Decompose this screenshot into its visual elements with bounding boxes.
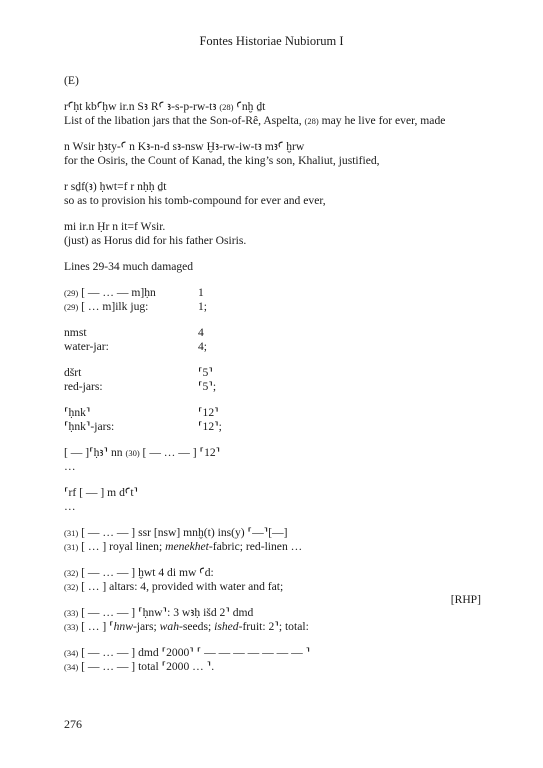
translation-text: [ … ] altars: 4, provided with water and fat;: [78, 580, 284, 593]
transliteration-text: Ꜥnḫ ḏt: [233, 100, 266, 113]
line-number: (31): [64, 542, 79, 552]
italic-term: menekhet: [165, 540, 209, 553]
transliteration-line: [64, 446, 484, 460]
transliteration-line: [64, 566, 484, 580]
line-number: (28): [219, 102, 234, 112]
page-number: 276: [64, 717, 82, 731]
table-row: [64, 366, 484, 380]
translation-text: [ … ] royal linen;: [78, 540, 166, 553]
translation-line: [64, 660, 484, 674]
translation-line: [64, 114, 484, 128]
translation-line: so as to provision his tomb-compound for ever and ever,: [64, 194, 326, 207]
table-cell: water-jar:: [64, 340, 109, 353]
italic-term: wah: [159, 620, 179, 633]
translation-text: -jars;: [132, 620, 160, 633]
transliteration-line: n Wsir ḥꜣty-Ꜥ n Kꜣ-n-d sꜣ-nsw Ḫꜣ-rw-iw-tꜣ mꜣꜤ ḫrw: [64, 140, 305, 153]
transliteration-line: r sḏf(ꜣ) ḥwt=f r nḥḥ ḏt: [64, 180, 167, 193]
table-entry-4: [64, 406, 484, 434]
line-number: (28): [304, 116, 319, 126]
table-row: [64, 286, 484, 300]
passage-4: [64, 220, 484, 248]
table-cell: dšrt: [64, 366, 82, 379]
damaged-note: Lines 29-34 much damaged: [64, 260, 194, 273]
translation-line: [64, 620, 484, 634]
translation-line: [64, 540, 484, 554]
transliteration-text: [ — … — ] ḫwt 4 di mw Ꜥd:: [78, 566, 214, 579]
translation-line: …: [64, 460, 76, 473]
translation-text: may he live for ever, made: [318, 114, 446, 127]
transliteration-line: [64, 646, 484, 660]
translation-line: …: [64, 500, 76, 513]
line-number: (34): [64, 662, 79, 672]
table-cell: ⸢12⸣;: [198, 420, 222, 433]
table-cell: ⸢5⸣;: [198, 380, 217, 393]
table-row: [64, 340, 484, 354]
table-cell: nmst: [64, 326, 87, 339]
translation-text: List of the libation jars that the Son-of-Rê, Aspelta,: [64, 114, 305, 127]
transliteration-text: [ — … — ] ⸢12⸣: [139, 446, 221, 459]
section-label: (E): [64, 74, 79, 87]
table-row: [64, 326, 484, 340]
passage-3: [64, 180, 484, 208]
line-number: (31): [64, 528, 79, 538]
italic-term: ished: [214, 620, 239, 633]
translation-line: [64, 580, 484, 594]
table-entry-3: [64, 366, 484, 394]
table-cell: ⸢ḥnk⸣-jars:: [64, 420, 115, 433]
table-cell: ⸢5⸣: [198, 366, 213, 379]
transliteration-line: [64, 100, 484, 114]
line-number: (30): [125, 448, 140, 458]
page-body: [64, 74, 484, 686]
line-33: [64, 606, 484, 634]
table-row: [64, 406, 484, 420]
line-number: (32): [64, 582, 79, 592]
table-entry-1: [64, 286, 484, 314]
translation-text: -fabric; red-linen …: [208, 540, 303, 553]
italic-term: hnw: [113, 620, 133, 633]
transliteration-line: mi ir.n Ḥr n it=f Wsir.: [64, 220, 166, 233]
line-number: (29): [64, 288, 79, 298]
translation-text: [ … ] ⸢: [78, 620, 114, 633]
line-number: (34): [64, 648, 79, 658]
transliteration-text: rꜤḥt kbꜤḥw ir.n Sꜣ RꜤ ꜣ-s-p-rw-tꜣ: [64, 100, 220, 113]
translation-text: -fruit: 2⸣; total:: [238, 620, 309, 633]
translation-line: (just) as Horus did for his father Osiris.: [64, 234, 247, 247]
line-number: (29): [64, 302, 79, 312]
misc-entry-2: [64, 486, 484, 514]
table-cell: [ … m]ilk jug:: [81, 300, 149, 313]
running-header: Fontes Historiae Nubiorum I: [199, 34, 344, 48]
table-row: [64, 420, 484, 434]
line-31: [64, 526, 484, 554]
table-cell: 4;: [198, 340, 208, 353]
transliteration-text: [ — … — ] ⸢ḥnw⸣: 3 wꜣḥ išd 2⸣ dmd: [78, 606, 254, 619]
transliteration-text: [ — … — ] dmd ⸢2000⸣ ⸢ — — — — — — — ⸣: [78, 646, 311, 659]
table-cell: 1: [198, 286, 204, 299]
line-32: [64, 566, 484, 594]
transliteration-line: [64, 606, 484, 620]
author-signature: [RHP]: [450, 593, 481, 606]
misc-entry-1: [64, 446, 484, 474]
table-row: [64, 300, 484, 314]
line-number: (33): [64, 622, 79, 632]
table-row: [64, 380, 484, 394]
table-cell: [ — … — m]ḥn: [81, 286, 156, 299]
translation-text: [ — … — ] total ⸢2000 … ⸣.: [78, 660, 215, 673]
line-number: (32): [64, 568, 79, 578]
line-34: [64, 646, 484, 674]
translation-text: -seeds;: [179, 620, 215, 633]
table-cell: 1;: [198, 300, 208, 313]
passage-2: [64, 140, 484, 168]
translation-line: for the Osiris, the Count of Kanad, the king’s son, Khaliut, justified,: [64, 154, 380, 167]
transliteration-text: [ — ]⸢ḥꜣ⸣ nn: [64, 446, 126, 459]
transliteration-text: [ — … — ] ssr [nsw] mnḫ(t) ins(y) ⸢—⸣[—]: [78, 526, 288, 539]
transliteration-line: [64, 526, 484, 540]
line-number: (33): [64, 608, 79, 618]
passage-1: [64, 100, 484, 128]
table-cell: 4: [198, 326, 204, 339]
table-cell: ⸢12⸣: [198, 406, 219, 419]
table-cell: red-jars:: [64, 380, 103, 393]
table-cell: ⸢ḥnk⸣: [64, 406, 91, 419]
transliteration-line: ⸢rf [ — ] m dꜤt⸣: [64, 486, 139, 499]
table-entry-2: [64, 326, 484, 354]
